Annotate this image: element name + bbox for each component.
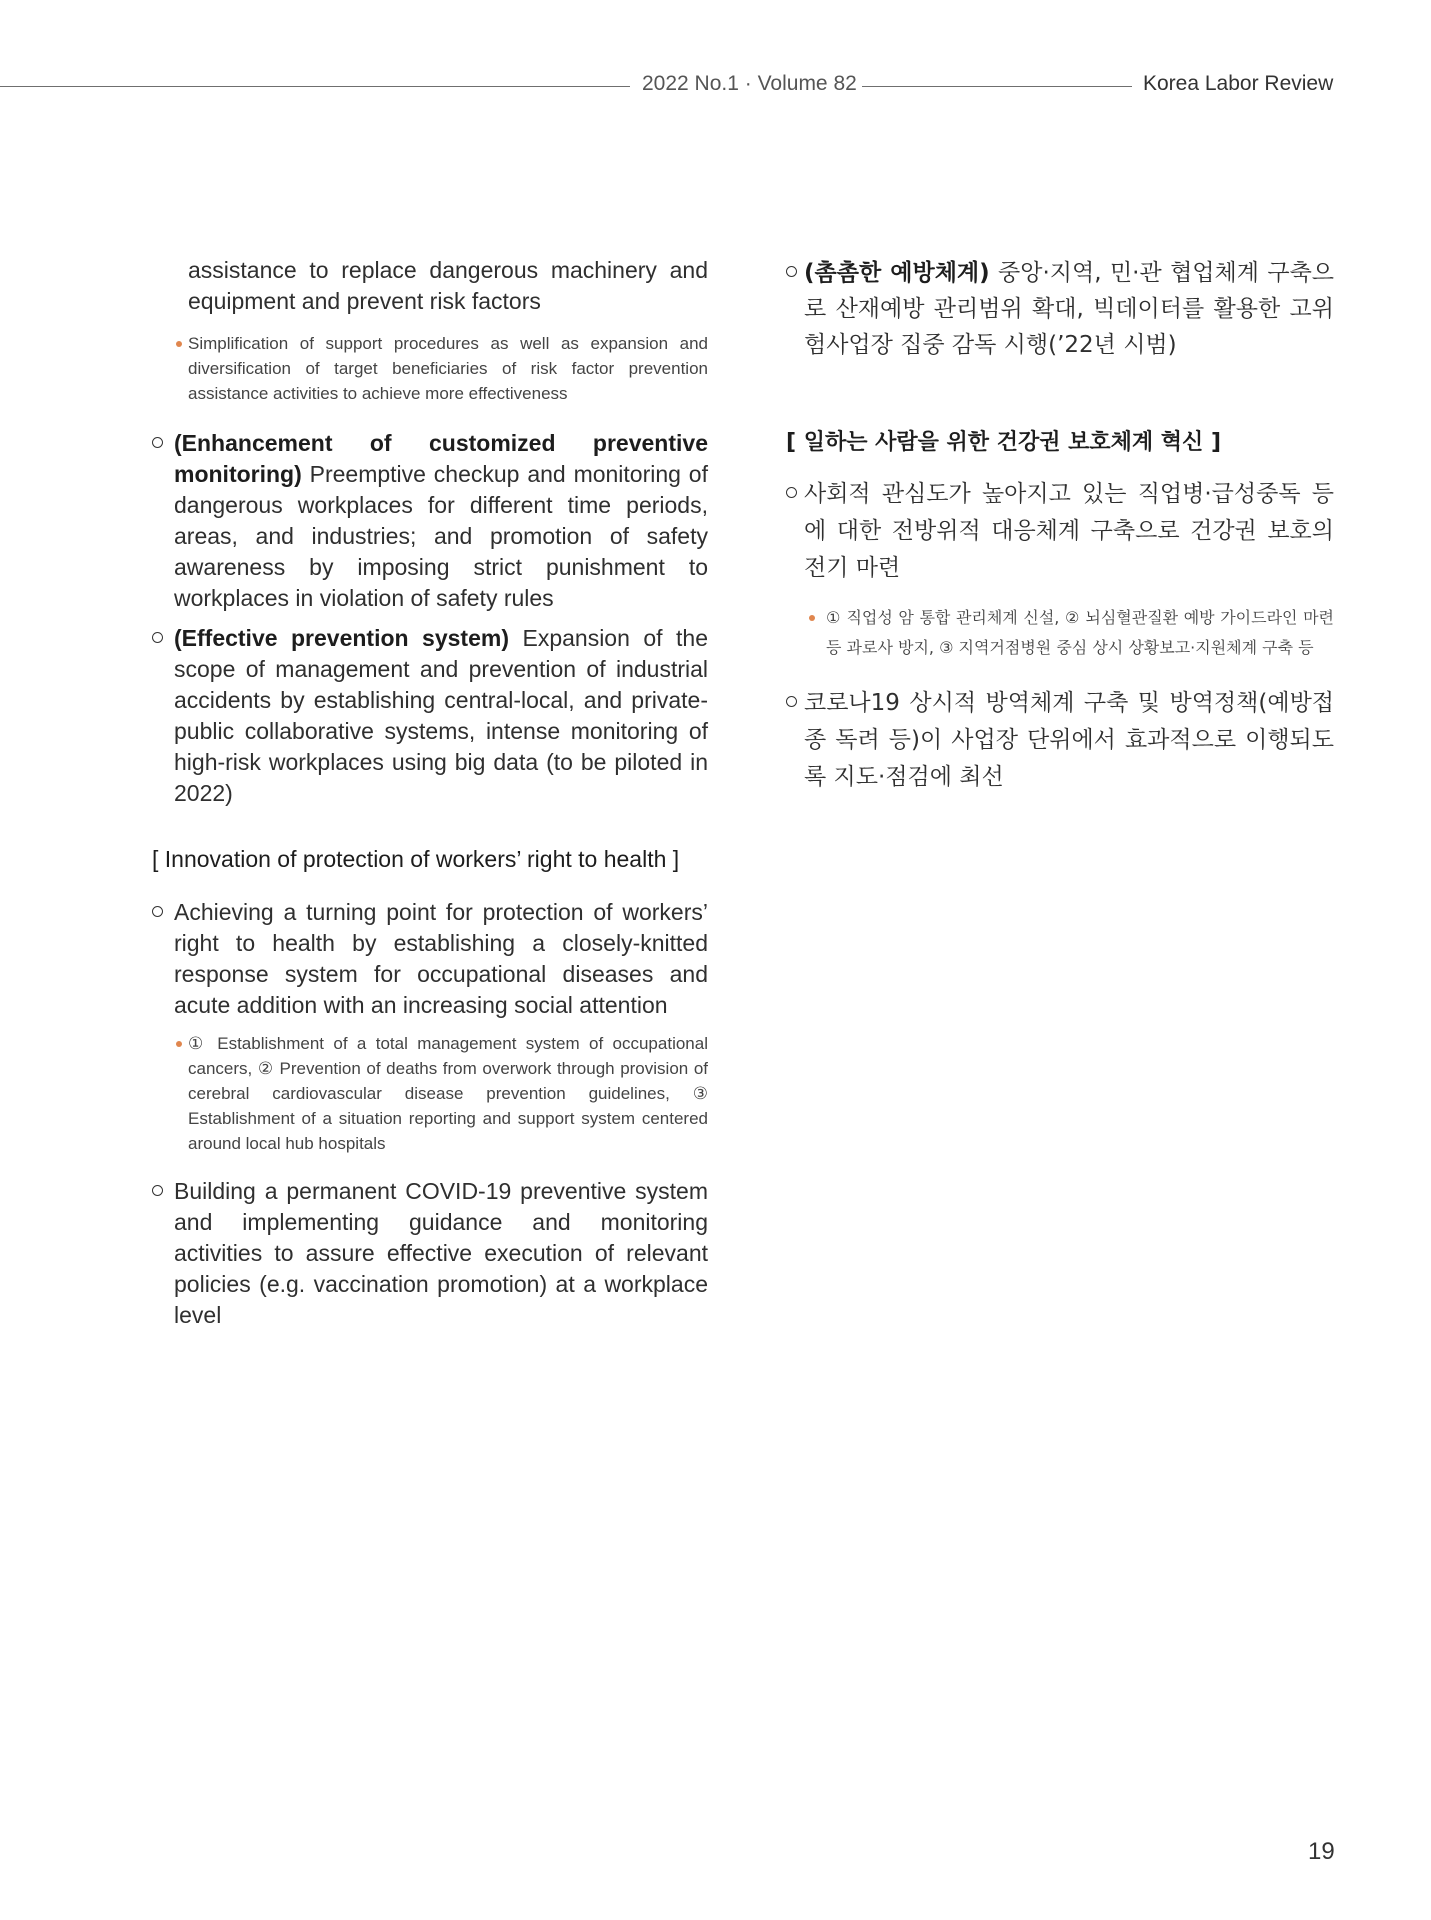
sub-bullet-text: Simplification of support procedures as well as expansion and diversification of target beneficiaries of risk factor prevention assistance activities to achieve more effectiveness bbox=[188, 334, 708, 403]
item-text: Expansion of the scope of management and prevention of industrial accidents by establishing central-local, and private-public collaborative systems, intense monitoring of high-risk workplaces using big data (to be piloted in 2022) bbox=[174, 625, 708, 806]
list-item-covid-system bbox=[152, 1176, 708, 1331]
circle-bullet-icon bbox=[786, 696, 797, 707]
page-number: 19 bbox=[1308, 1838, 1335, 1865]
list-item-turning-point bbox=[152, 897, 708, 1021]
item-text: Achieving a turning point for protection of workers’ right to health by establishing a closely-knitted response system for occupational diseases and acute addition with an increasing social attention bbox=[174, 899, 708, 1018]
sub-bullet-establishment bbox=[152, 1031, 708, 1156]
circle-bullet-icon bbox=[786, 487, 797, 498]
journal-title: Korea Labor Review bbox=[1143, 72, 1334, 95]
circle-bullet-icon bbox=[152, 632, 163, 643]
header-rule-right bbox=[862, 86, 1132, 87]
sub-bullet-simplification bbox=[152, 331, 708, 406]
item-text: 중앙·지역, 민·관 협업체계 구축으로 산재예방 관리범위 확대, 빅데이터를 활용한 고위험사업장 집중 감독 시행(’22년 시범) bbox=[804, 260, 1335, 358]
bullet-dot-icon bbox=[176, 1041, 182, 1047]
sub-bullet-text: ① Establishment of a total management system of occupational cancers, ② Prevention of deaths from overwork through provision of cerebral cardiovascular disease prevention guidelines, ③ Establishment of a situation reporting and support system centered around local hub hospitals bbox=[188, 1034, 708, 1153]
section-title-workers-health: [ Innovation of protection of workers’ right to health ] bbox=[152, 846, 680, 872]
circle-bullet-icon bbox=[152, 906, 163, 917]
item-heading: (Enhancement of customized preventive monitoring) bbox=[174, 430, 708, 487]
list-item-effective-prevention bbox=[152, 623, 708, 809]
item-text: 코로나19 상시적 방역체계 구축 및 방역정책(예방접종 독려 등)이 사업장 단위에서 효과적으로 이행되도록 지도·점검에 최선 bbox=[804, 690, 1334, 790]
item-heading: (Effective prevention system) bbox=[174, 625, 509, 651]
item-text: 사회적 관심도가 높아지고 있는 직업병·급성중독 등에 대한 전방위적 대응체계 구축으로 건강권 보호의 전기 마련 bbox=[804, 481, 1334, 581]
item-heading: (촘촘한 예방체계) bbox=[804, 260, 990, 286]
circle-bullet-icon bbox=[152, 1185, 163, 1196]
bullet-dot-icon bbox=[176, 341, 182, 347]
circle-bullet-icon bbox=[152, 437, 163, 448]
item-text: Preemptive checkup and monitoring of dangerous workplaces for different time periods, areas, and industries; and promotion of safety awareness by imposing strict punishment to workplaces in violation of safety rules bbox=[174, 461, 708, 611]
sub-bullet-text: ① 직업성 암 통합 관리체계 신설, ② 뇌심혈관질환 예방 가이드라인 마련 등 과로사 방지, ③ 지역거점병원 중심 상시 상황보고·지원체계 구축 등 bbox=[826, 608, 1334, 657]
issue-label: 2022 No.1 · Volume 82 bbox=[642, 72, 857, 95]
list-item-occupational-disease-ko bbox=[786, 476, 1334, 587]
continued-paragraph: assistance to replace dangerous machinery and equipment and prevent risk factors bbox=[188, 257, 708, 314]
bullet-dot-icon bbox=[809, 615, 815, 621]
list-item-prevention-system-ko bbox=[786, 255, 1334, 363]
sub-bullet-ko bbox=[786, 603, 1334, 663]
header-rule-left bbox=[0, 86, 630, 87]
item-text: Building a permanent COVID-19 preventive system and implementing guidance and monitoring activities to assure effective execution of relevant policies (e.g. vaccination promotion) at a workplace level bbox=[174, 1178, 708, 1328]
list-item-customized-monitoring bbox=[152, 428, 708, 614]
section-title-health-rights-ko: [ 일하는 사람을 위한 건강권 보호체계 혁신 ] bbox=[786, 430, 1222, 455]
circle-bullet-icon bbox=[786, 266, 797, 277]
list-item-covid-ko bbox=[786, 685, 1334, 796]
korean-column bbox=[786, 255, 1334, 796]
english-column bbox=[152, 255, 708, 1331]
page-header bbox=[0, 72, 1431, 102]
